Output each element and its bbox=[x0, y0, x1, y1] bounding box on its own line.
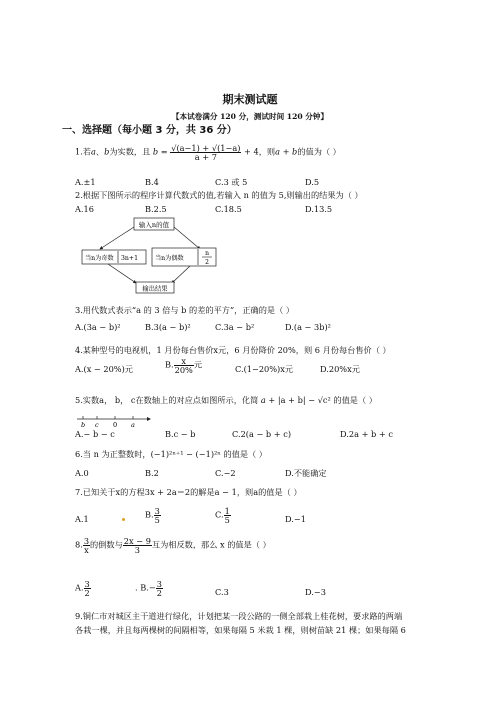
q5-expr-a: a + bbox=[260, 395, 276, 405]
q8-b-num: 3 bbox=[156, 579, 162, 589]
question-1 bbox=[75, 144, 341, 161]
q5-expr-abs: |a + b| bbox=[277, 395, 306, 405]
q3-option-b: B.3(a − b)² bbox=[145, 322, 191, 332]
q8-a-prefix: A. bbox=[75, 582, 84, 593]
q1-option-d: D.5 bbox=[305, 177, 320, 187]
q5-expr-minus: − bbox=[308, 395, 316, 405]
q1-denominator: a + 7 bbox=[194, 152, 217, 163]
question-9-line-1: 9.铜仁市对城区主干道进行绿化，计划把某一段公路的一侧全部栽上桂花树，要求路的两端 bbox=[75, 611, 403, 621]
q1-option-b: B.4 bbox=[145, 177, 159, 187]
flow-odd-expr: 3n+1 bbox=[121, 255, 139, 262]
q8-fraction-1 bbox=[83, 537, 90, 554]
q5-option-c: C.2(a − b + c) bbox=[232, 429, 292, 439]
q2-option-d: D.13.5 bbox=[305, 204, 333, 214]
q6-option-b: B.2 bbox=[145, 468, 159, 478]
question-6: 6.当 n 为正整数时，(−1)²ⁿ⁺¹ − (−1)²ⁿ 的值是（ ） bbox=[75, 449, 267, 459]
q8-option-d: D.−3 bbox=[305, 587, 326, 597]
q5-option-d: D.2a + b + c bbox=[340, 429, 393, 439]
q8-a-num: 3 bbox=[84, 579, 90, 589]
question-5 bbox=[75, 396, 377, 404]
question-8 bbox=[75, 537, 271, 554]
q4-option-a: A.(x − 20%)元 bbox=[75, 364, 133, 374]
q1-option-c: C.3 或 5 bbox=[215, 177, 248, 187]
q2-option-b: B.2.5 bbox=[145, 204, 167, 214]
q5-option-a: A.− b − c bbox=[75, 429, 115, 439]
question-7: 7.已知关于x的方程3x + 2a＝2的解是a − 1，则a的值是（ ） bbox=[75, 487, 302, 497]
q3-option-c: C.3a − b² bbox=[215, 322, 255, 332]
flow-odd-label: 当n为奇数 bbox=[85, 255, 114, 262]
label-0: 0 bbox=[113, 421, 118, 429]
q5-text-post: 的值是（ ） bbox=[333, 395, 377, 405]
q7-option-d: D.−1 bbox=[285, 514, 306, 524]
flow-even-den: 2 bbox=[205, 259, 209, 266]
q3-option-d: D.(a − 3b)² bbox=[285, 322, 331, 332]
q5-option-b: B.c − b bbox=[165, 429, 196, 439]
q1-ask: a + b bbox=[275, 146, 298, 157]
q7-b-fraction bbox=[154, 507, 161, 524]
flow-arrow-right bbox=[174, 227, 200, 249]
flow-merge-right bbox=[172, 266, 190, 283]
stray-mark bbox=[122, 518, 125, 521]
q1-post: ，则 bbox=[258, 146, 276, 157]
label-b: b bbox=[81, 421, 86, 429]
q6-option-a: A.0 bbox=[75, 468, 89, 478]
q7-option-a: A.1 bbox=[75, 514, 89, 524]
q7-c-num: 1 bbox=[224, 506, 230, 516]
q8-b-prefix: . B.− bbox=[135, 582, 156, 593]
q8-b-fraction bbox=[156, 580, 163, 597]
q1-var-a: a bbox=[91, 146, 96, 157]
q4-option-b bbox=[165, 357, 202, 374]
q7-b-den: 5 bbox=[154, 515, 160, 526]
q1-sep: 、 bbox=[95, 146, 105, 157]
q8-option-c: C.3 bbox=[215, 587, 229, 597]
flow-output-text: 输出结果 bbox=[142, 285, 168, 293]
question-9-line-2: 各栽一棵，并且每两棵树的间隔相等，如果每隔 5 米栽 1 棵，则树苗缺 21 棵；如果每隔 6 bbox=[75, 625, 406, 635]
q8-prefix: 8. bbox=[75, 539, 83, 550]
q8-f2-num: 2x − 9 bbox=[123, 536, 151, 546]
number-line-arrow bbox=[147, 417, 151, 421]
q8-option-a bbox=[75, 580, 91, 597]
q4-b-den: 20% bbox=[174, 365, 193, 376]
q1-var-b: b bbox=[104, 146, 110, 157]
q6-option-c: C.−2 bbox=[215, 468, 236, 478]
q1-option-a: A.±1 bbox=[75, 177, 96, 187]
q1-lhs: b = bbox=[152, 146, 168, 157]
q3-option-a: A.(3a − b)² bbox=[75, 322, 121, 332]
q4-option-c: C.(1−20%)x元 bbox=[235, 364, 294, 374]
q5-expr-root: √c² bbox=[317, 395, 331, 405]
q1-text: 为实数，且 bbox=[109, 146, 151, 157]
q8-a-den: 2 bbox=[84, 588, 90, 599]
q8-a-fraction bbox=[84, 580, 91, 597]
q7-b-prefix: B. bbox=[145, 509, 154, 520]
label-a: a bbox=[131, 421, 135, 429]
question-2: 2.根据下图所示的程序计算代数式的值,若输入 n 的值为 5,则输出的结果为（ ） bbox=[75, 190, 363, 200]
question-4: 4.某种型号的电视机，1 月份每台售价x元，6 月份降价 20%，则 6 月份每台售价（ ） bbox=[75, 345, 391, 355]
q1-tail: 的值为（ ） bbox=[297, 146, 341, 157]
q7-option-b bbox=[145, 507, 161, 524]
q1-fraction bbox=[170, 144, 241, 161]
q4-option-d: D.20%x元 bbox=[320, 364, 360, 374]
q7-c-fraction bbox=[224, 507, 231, 524]
q8-post: 互为相反数，那么 x 的值是（ ） bbox=[151, 539, 271, 550]
flow-even-label: 当n为偶数 bbox=[155, 255, 184, 262]
q6-option-d: D.不能确定 bbox=[285, 468, 327, 478]
q7-c-prefix: C. bbox=[215, 509, 224, 520]
q8-fraction-2 bbox=[123, 537, 152, 554]
q4-option-b-fraction bbox=[174, 357, 194, 374]
page-title: 期末测试题 bbox=[222, 93, 278, 106]
q8-f1-num: 3 bbox=[83, 536, 90, 546]
q1-numerator: √(a−1) + √(1−a) bbox=[171, 143, 241, 153]
q7-c-den: 5 bbox=[224, 515, 230, 526]
q4-b-num: x bbox=[174, 357, 194, 366]
q8-b-den: 2 bbox=[156, 588, 162, 599]
q2-option-a: A.16 bbox=[75, 204, 94, 214]
section-heading: 一、选择题（每小题 3 分，共 36 分） bbox=[62, 125, 237, 136]
q4-option-b-prefix: B. bbox=[165, 359, 174, 370]
q5-text-pre: 5.实数a， b， c在数轴上的对应点如图所示，化简 bbox=[75, 395, 259, 405]
q8-mid: 的倒数与 bbox=[90, 539, 123, 550]
q1-plus: + 4 bbox=[244, 146, 259, 157]
q1-prefix: 1.若 bbox=[75, 146, 91, 157]
flow-arrow-left bbox=[100, 227, 134, 249]
q4-option-b-unit: 元 bbox=[193, 359, 203, 370]
question-3: 3.用代数式表示“a 的 3 倍与 b 的差的平方”，正确的是（ ） bbox=[75, 305, 295, 315]
q8-option-b bbox=[135, 580, 163, 597]
flow-even-num: n bbox=[205, 250, 209, 257]
q8-f2-den: 3 bbox=[134, 545, 140, 556]
q2-option-c: C.18.5 bbox=[215, 204, 242, 214]
q5-number-line bbox=[75, 407, 155, 429]
flow-input-text: 输入n的值 bbox=[138, 221, 170, 229]
exam-info: 【本试卷满分 120 分，测试时间 120 分钟】 bbox=[171, 112, 329, 121]
label-c: c bbox=[95, 421, 99, 429]
q8-f1-den: x bbox=[84, 545, 89, 556]
q2-flowchart bbox=[80, 215, 220, 295]
q7-b-num: 3 bbox=[154, 506, 160, 516]
q7-option-c bbox=[215, 507, 231, 524]
flow-merge-left bbox=[108, 264, 136, 283]
